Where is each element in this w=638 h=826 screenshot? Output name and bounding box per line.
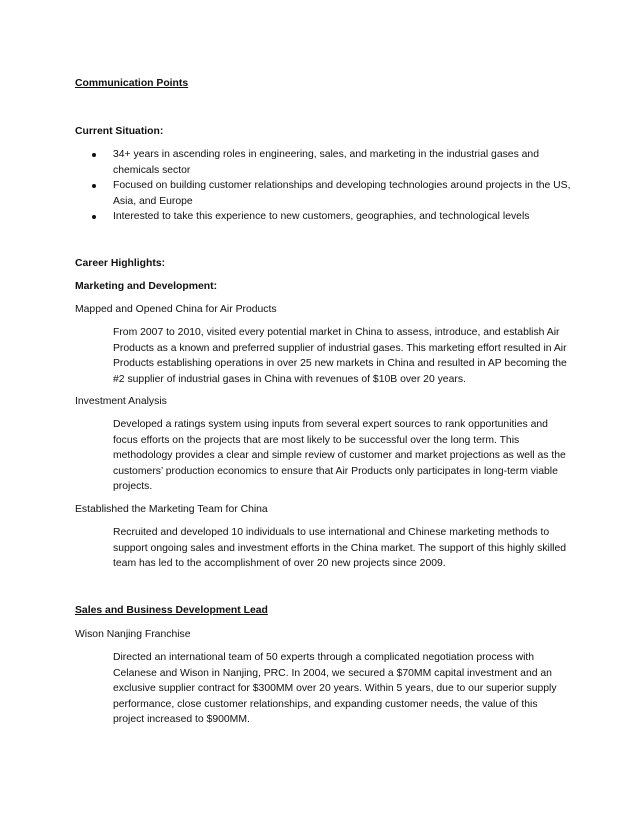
item-text-marketing-team: Recruited and developed 10 individuals to use international and Chinese marketing methods to support ongoing sales and investment efforts in the China market. The support of this highly skilled team has led to the accomplishment of over 20 new projects since 2009.: [113, 527, 567, 569]
item-title-wison: Wison Nanjing Franchise: [75, 629, 191, 640]
bullet-icon: [92, 153, 96, 157]
bullet-icon: [92, 184, 96, 188]
current-situation-heading: Current Situation:: [75, 126, 164, 137]
list-item: [75, 178, 575, 209]
list-item: [75, 209, 575, 225]
item-title-investment: Investment Analysis: [75, 396, 167, 407]
list-item: [75, 147, 575, 178]
bullet-text: Focused on building customer relationships and developing technologies around projects in the US, Asia, and Europe: [113, 180, 571, 207]
item-text-investment: Developed a ratings system using inputs from several expert sources to rank opportunities and focus efforts on the projects that are most likely to be successful over the long term. This methodology provides a clear and simple review of customer and market projections as well as the customers’ production economics to ensure that Air Products only participates in long-term viable projects.: [113, 419, 566, 492]
item-title-marketing-team: Established the Marketing Team for China: [75, 504, 268, 515]
career-highlights-heading: Career Highlights:: [75, 258, 166, 269]
page-title: Communication Points: [75, 78, 189, 89]
sales-business-heading: Sales and Business Development Lead: [75, 605, 268, 616]
current-situation-list: [75, 147, 575, 225]
item-title-china: Mapped and Opened China for Air Products: [75, 304, 277, 315]
item-text-wison: Directed an international team of 50 experts through a complicated negotiation process with Celanese and Wison in Nanjing, PRC. In 2004, we secured a $70MM capital investment and an exclusive supplier contract for $300MM over 20 years. Within 5 years, due to our superior supply performance, close customer relationships, and expanding customer needs, the value of this project increased to $900MM.: [113, 652, 557, 725]
bullet-icon: [92, 215, 96, 219]
item-text-china: From 2007 to 2010, visited every potential market in China to assess, introduce, and establish Air Products as a known and preferred supplier of industrial gases. This marketing effort resulted in Air Products establishing operations in over 25 new markets in China and resulted in AP becoming the #2 supplier of industrial gases in China with revenues of $10B over 20 years.: [113, 327, 567, 385]
marketing-development-heading: Marketing and Development:: [75, 281, 218, 292]
bullet-text: 34+ years in ascending roles in engineering, sales, and marketing in the industrial gases and chemicals sector: [113, 149, 539, 176]
bullet-text: Interested to take this experience to new customers, geographies, and technological levels: [113, 211, 530, 222]
